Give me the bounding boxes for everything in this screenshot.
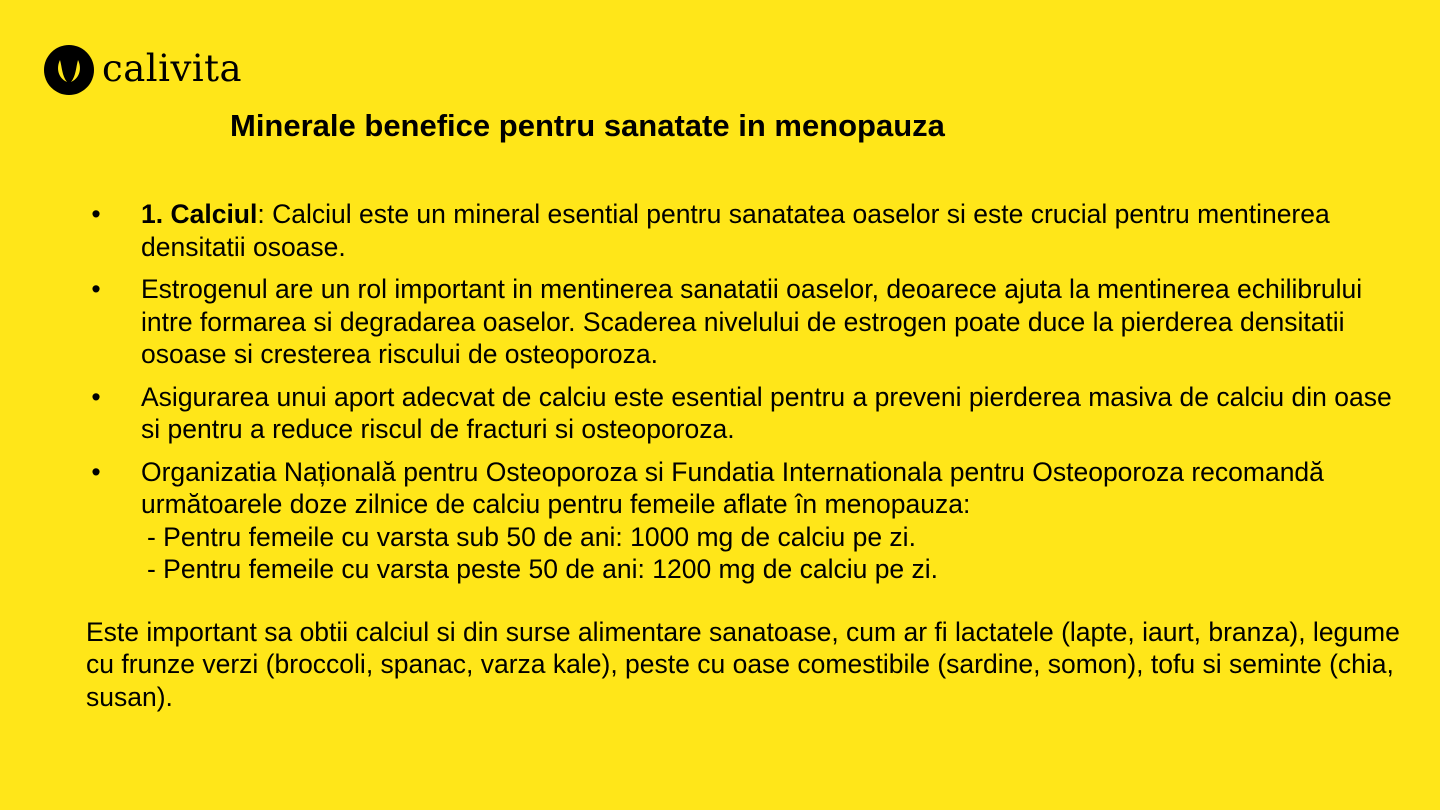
bullet-heading: 1. Calciul: [141, 199, 258, 229]
dose-over-50: - Pentru femeile cu varsta peste 50 de ani: 1200 mg de calciu pe zi.: [147, 554, 939, 584]
dose-under-50: - Pentru femeile cu varsta sub 50 de ani: 1000 mg de calciu pe zi.: [147, 521, 916, 552]
calivita-logo-icon: [44, 45, 94, 95]
bullet-item-estrogen: [86, 273, 1416, 371]
slide-title: Minerale benefice pentru sanatate in menopauza: [230, 108, 945, 143]
closing-paragraph: Este important sa obtii calciul si din surse alimentare sanatoase, cum ar fi lactatele (lapte, iaurt, branza), legume cu frunze verzi (broccoli, spanac, varza kale), peste cu oase comestibile (sardine, somon), tofu si seminte (chia, susan).: [86, 616, 1400, 712]
bullet-text: Asigurarea unui aport adecvat de calciu este esential pentru a preveni pierderea masiva de calciu din oase si pentru a reduce riscul de fracturi si osteoporoza.: [141, 381, 1392, 444]
logo-wordmark: calivita: [102, 46, 243, 90]
bullet-icon: •: [91, 274, 101, 304]
bullet-text: Estrogenul are un rol important in mentinerea sanatatii oaselor, deoarece ajuta la mentinerea echilibrului intre formarea si degradarea oaselor. Scaderea nivelului de estrogen poate duce la pierderea densitatii osoase si cresterea riscului de osteoporoza.: [141, 274, 1363, 369]
bullet-icon: •: [91, 456, 101, 487]
slide-content: [86, 198, 1416, 740]
bullet-item-calciul: [86, 198, 1416, 263]
bullet-list: [86, 198, 1416, 586]
bullet-item-recommendations: [86, 456, 1416, 586]
calivita-logo: [44, 44, 242, 96]
bullet-icon: •: [91, 199, 101, 229]
bullet-item-aport: [86, 381, 1416, 446]
bullet-text: : Calciul este un mineral esential pentru sanatatea oaselor si este crucial pentru mentinerea densitatii osoase.: [141, 199, 1330, 262]
bullet-text: Organizatia Națională pentru Osteoporoza si Fundatia Internationala pentru Osteoporoza recomandă următoarele doze zilnice de calciu pentru femeile aflate în menopauza:: [141, 456, 1324, 519]
bullet-icon: •: [91, 381, 101, 412]
